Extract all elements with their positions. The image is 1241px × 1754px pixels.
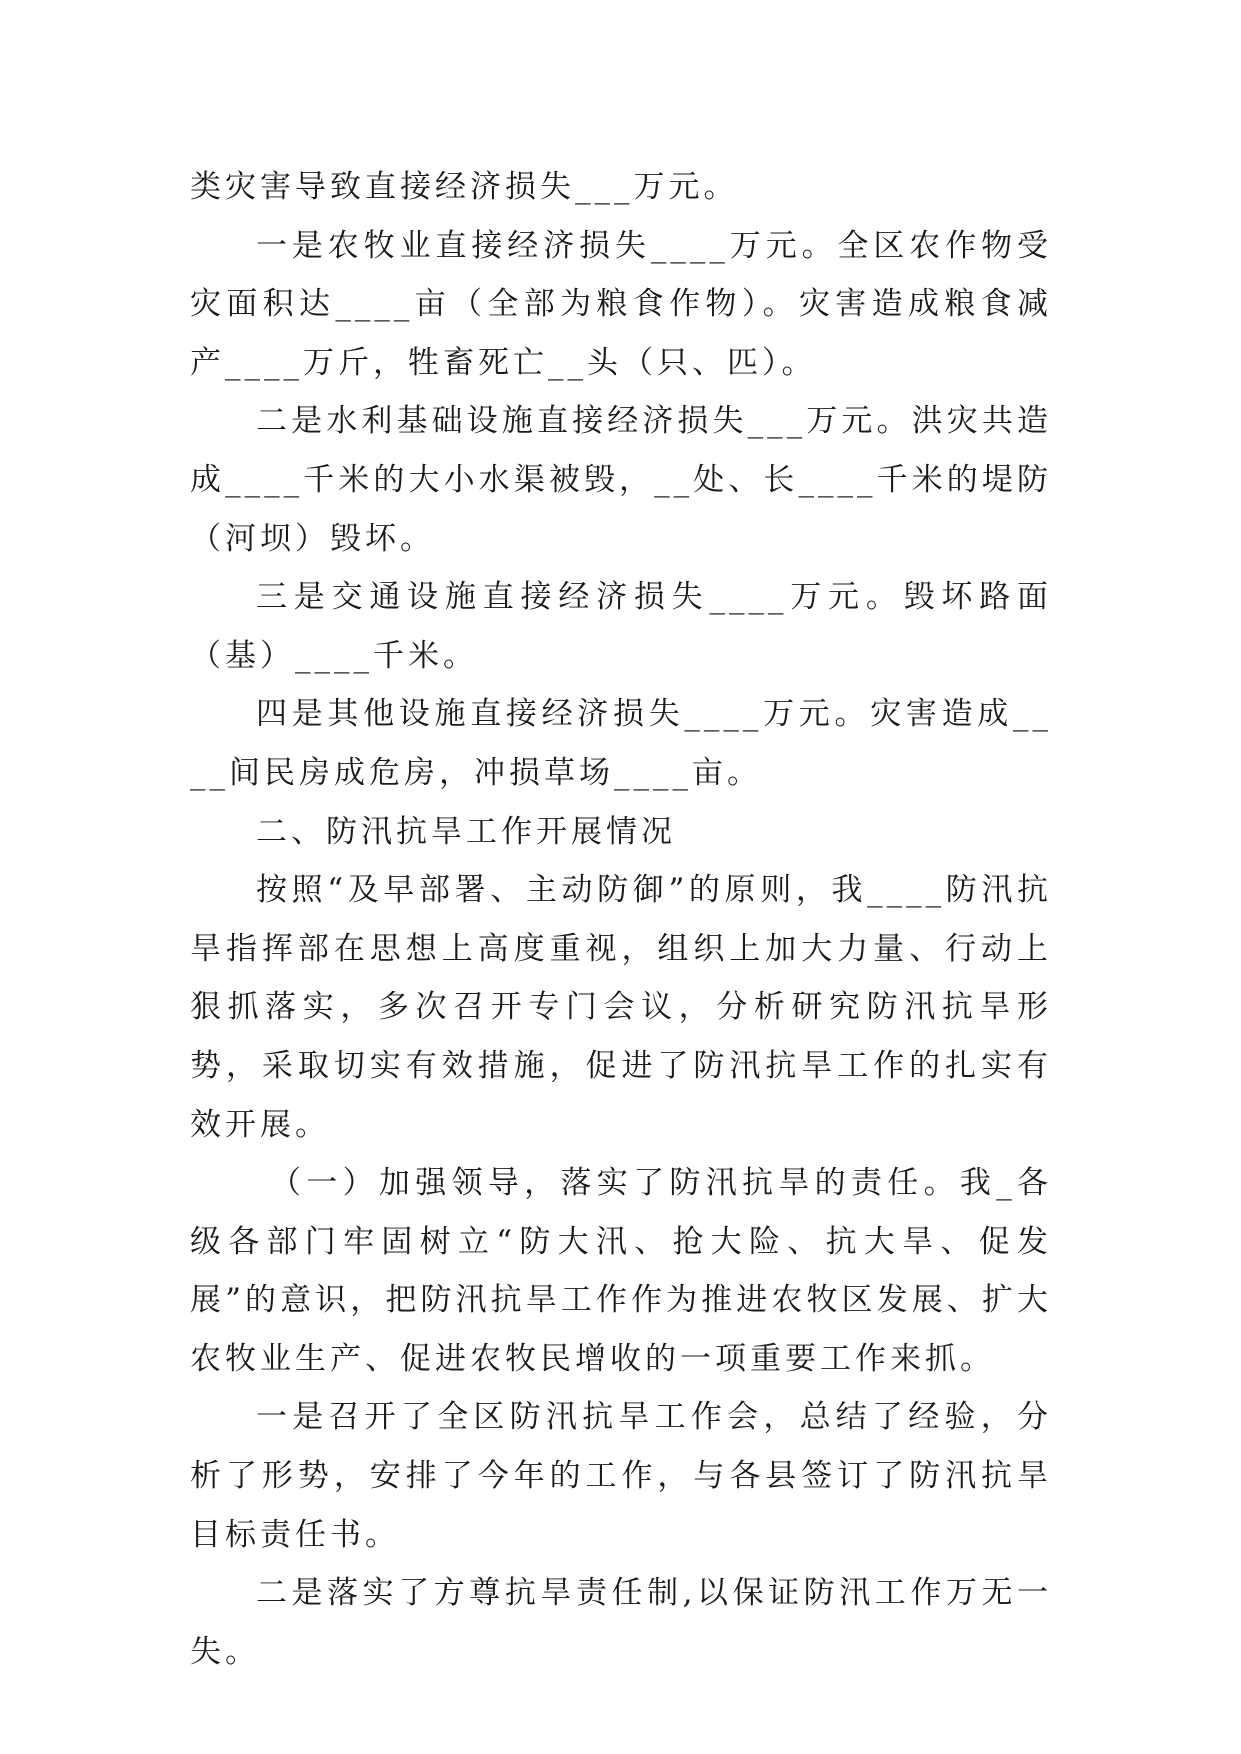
- document-body: [190, 158, 1052, 1681]
- paragraph-economic-loss-total: 类灾害导致直接经济损失___万元。: [190, 169, 739, 205]
- paragraph-water-infrastructure-loss: 二是水利基础设施直接经济损失___万元。洪灾共造成____千米的大小水渠被毁，__处、长____千米的堤防（河坝）毁坏。: [190, 403, 1052, 557]
- paragraph-other-facilities-loss: 四是其他设施直接经济损失____万元。灾害造成____间民房成危房，冲损草场____亩。: [190, 696, 1052, 791]
- paragraph-transport-loss: 三是交通设施直接经济损失____万元。毁坏路面（基）____千米。: [190, 579, 1052, 674]
- paragraph-agriculture-loss: 一是农牧业直接经济损失____万元。全区农作物受灾面积达____亩（全部为粮食作物）。灾害造成粮食减产____万斤，牲畜死亡__头（只、匹）。: [190, 227, 1052, 381]
- paragraph-work-conference: 一是召开了全区防汛抗旱工作会，总结了经验，分析了形势，安排了今年的工作，与各县签订了防汛抗旱目标责任书。: [190, 1399, 1052, 1553]
- paragraph-deployment-principle: 按照“及早部署、主动防御”的原则，我____防汛抗旱指挥部在思想上高度重视，组织上加大力量、行动上狠抓落实，多次召开专门会议，分析研究防汛抗旱形势，采取切实有效措施，促进了防汛抗旱工作的扎实有效开展。: [190, 872, 1052, 1143]
- paragraph-strengthen-leadership: （一）加强领导，落实了防汛抗旱的责任。我_各级各部门牢固树立“防大汛、抢大险、抗大旱、促发展”的意识，把防汛抗旱工作作为推进农牧区发展、扩大农牧业生产、促进农牧民增收的一项重要工作来抓。: [190, 1165, 1052, 1377]
- section-heading-flood-drought-work: 二、防汛抗旱工作开展情况: [256, 813, 676, 850]
- paragraph-responsibility-system: 二是落实了方尊抗旱责任制,以保证防汛工作万无一失。: [190, 1575, 1052, 1670]
